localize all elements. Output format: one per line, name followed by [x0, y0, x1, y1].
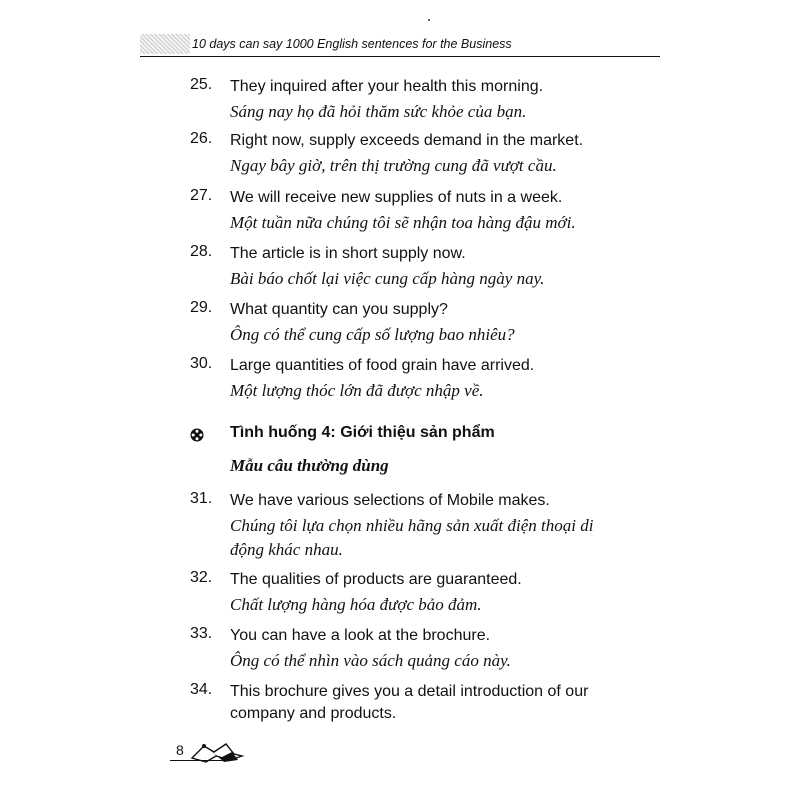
page-number: 8	[176, 742, 184, 758]
entry-number: 34.	[190, 681, 213, 698]
flower-bullet-icon	[190, 428, 204, 442]
entry-number: 30.	[190, 355, 213, 372]
vietnamese-translation: Ngay bây giờ, trên thị trường cung đã vượt cầu.	[230, 156, 557, 175]
running-header	[140, 32, 660, 58]
vietnamese-translation-cont: động khác nhau.	[230, 540, 343, 559]
vietnamese-translation: Một tuần nữa chúng tôi sẽ nhận toa hàng đậu mới.	[230, 213, 576, 232]
header-rule	[140, 56, 660, 57]
vietnamese-translation: Chất lượng hàng hóa được bảo đảm.	[230, 595, 482, 614]
vietnamese-translation: Một lượng thóc lớn đã được nhập về.	[230, 381, 484, 400]
ink-speck	[428, 19, 430, 21]
english-sentence: We have various selections of Mobile makes.	[230, 492, 550, 509]
entry-number: 32.	[190, 569, 213, 586]
entry-number: 26.	[190, 130, 213, 147]
english-sentence-cont: company and products.	[230, 705, 397, 722]
entry-number: 31.	[190, 490, 213, 507]
page-footer	[170, 738, 250, 768]
english-sentence: The qualities of products are guaranteed.	[230, 571, 522, 588]
header-decoration	[140, 34, 190, 54]
entry-number: 33.	[190, 625, 213, 642]
english-sentence: What quantity can you supply?	[230, 301, 448, 318]
vietnamese-translation: Ông có thể cung cấp số lượng bao nhiêu?	[230, 325, 515, 344]
vietnamese-translation: Ông có thể nhìn vào sách quảng cáo này.	[230, 651, 511, 670]
entry-number: 27.	[190, 187, 213, 204]
entry-number: 29.	[190, 299, 213, 316]
section-subtitle: Mẫu câu thường dùng	[230, 456, 389, 475]
footer-figure-icon	[186, 738, 246, 764]
english-sentence: They inquired after your health this morning.	[230, 78, 544, 95]
english-sentence: The article is in short supply now.	[230, 245, 466, 262]
entry-number: 28.	[190, 243, 213, 260]
english-sentence: This brochure gives you a detail introduction of our	[230, 683, 589, 700]
english-sentence: You can have a look at the brochure.	[230, 627, 491, 644]
section-title: Tình huống 4: Giới thiệu sản phẩm	[230, 424, 495, 441]
vietnamese-translation: Bài báo chốt lại việc cung cấp hàng ngày nay.	[230, 269, 545, 288]
english-sentence: Right now, supply exceeds demand in the market.	[230, 132, 584, 149]
vietnamese-translation: Chúng tôi lựa chọn nhiều hãng sản xuất điện thoại di	[230, 516, 594, 535]
header-title: 10 days can say 1000 English sentences for the Business	[192, 37, 512, 51]
english-sentence: Large quantities of food grain have arrived.	[230, 357, 535, 374]
english-sentence: We will receive new supplies of nuts in a week.	[230, 189, 563, 206]
vietnamese-translation: Sáng nay họ đã hỏi thăm sức khỏe của bạn.	[230, 102, 527, 121]
entry-number: 25.	[190, 76, 213, 93]
